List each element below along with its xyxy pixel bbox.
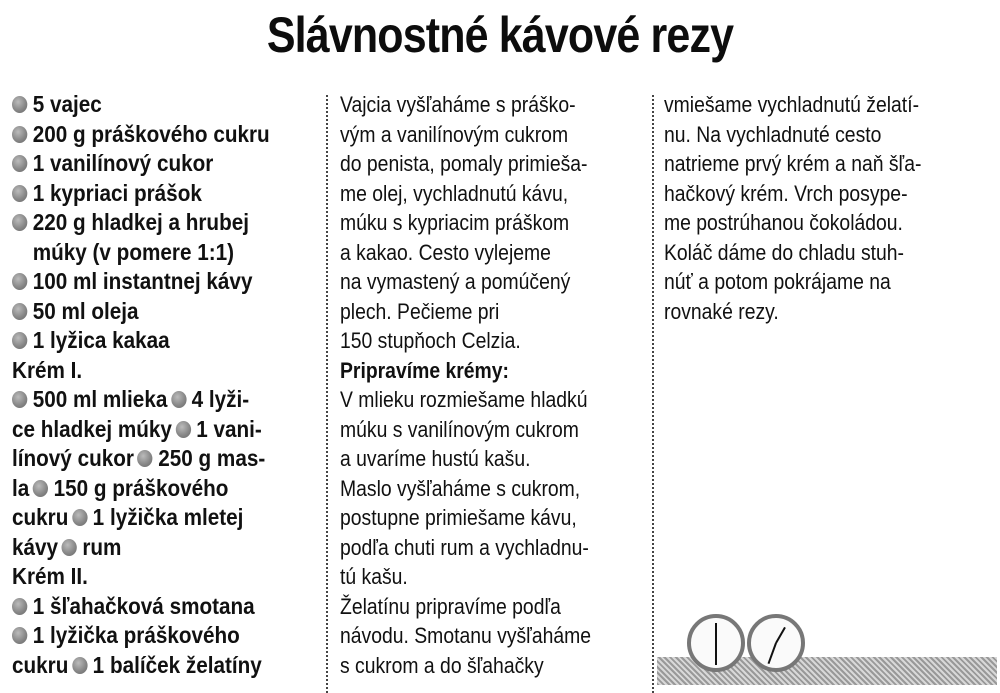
text-line: Maslo vyšľaháme s cukrom, — [340, 475, 581, 501]
text-line: rovnaké rezy. — [664, 298, 779, 324]
text-line: plech. Pečieme pri — [340, 298, 500, 324]
text-line: natrieme prvý krém a naň šľa- — [664, 151, 922, 176]
ingredient-text: la — [12, 474, 30, 501]
text-line: múku s kypriacim práškom — [340, 210, 570, 235]
ingredient-text: cukru — [12, 651, 69, 678]
ingredient-item — [12, 120, 318, 150]
ingredient-text: 100 ml instantnej kávy — [32, 268, 253, 294]
bullet-icon — [12, 598, 27, 615]
ingredient-text: 220 g hladkej a hrubej — [32, 209, 249, 235]
ingredient-text: rum — [82, 533, 122, 560]
text-line: a uvaríme hustú kašu. — [340, 446, 531, 471]
text-line: me postrúhanou čokoládou. — [664, 210, 903, 235]
ingredient-text: 1 lyžička mletej — [92, 504, 244, 530]
text-line: podľa chuti rum a vychladnu- — [340, 534, 589, 560]
text-line: múku s vanilínovým cukrom — [340, 416, 579, 442]
ingredient-text: 1 balíček želatíny — [92, 651, 262, 678]
ingredient-item — [12, 444, 318, 474]
text-line: vým a vanilínovým cukrom — [340, 121, 569, 147]
ingredient-item — [12, 533, 318, 563]
text-line: do penista, pomaly primieša- — [340, 151, 588, 176]
ingredient-text: 200 g práškového cukru — [32, 120, 270, 147]
text-line: núť a potom pokrájame na — [664, 269, 891, 294]
text-line: vmiešame vychladnutú želatí- — [664, 92, 920, 117]
ingredient-item — [12, 415, 318, 445]
ingredient-text: línový cukor — [12, 445, 134, 471]
bullet-icon — [12, 391, 27, 408]
text-line: na vymastený a pomúčený — [340, 269, 571, 294]
ingredient-item — [12, 179, 318, 209]
ingredients-column — [12, 90, 317, 680]
ingredient-text: 4 lyži- — [191, 386, 250, 412]
ingredient-item — [12, 651, 318, 681]
ingredient-item — [12, 503, 318, 533]
ingredient-item — [12, 90, 318, 120]
ingredient-item — [12, 385, 318, 415]
column-divider — [652, 95, 654, 693]
text-line: tú kašu. — [340, 564, 408, 589]
text-line: a kakao. Cesto vylejeme — [340, 239, 551, 265]
ingredient-text: cukru — [12, 504, 69, 530]
ingredient-text: 500 ml mlieka — [32, 386, 168, 412]
text-line: 150 stupňoch Celzia. — [340, 328, 521, 353]
text-line: me olej, vychladnutú kávu, — [340, 180, 569, 206]
bullet-icon — [12, 155, 27, 172]
ingredient-text: 150 g práškového — [53, 474, 229, 501]
ingredient-item — [12, 592, 318, 622]
ingredient-item — [12, 208, 318, 238]
clock-icon — [687, 614, 745, 672]
bullet-icon — [12, 126, 27, 143]
bullet-icon — [12, 185, 27, 202]
ingredient-item — [12, 238, 318, 268]
ingredient-text: ce hladkej múky — [12, 415, 172, 442]
text-line: hačkový krém. Vrch posype- — [664, 180, 908, 206]
text-line: s cukrom a do šľahačky — [340, 652, 544, 678]
text-line: Želatínu pripravíme podľa — [340, 593, 561, 619]
ingredient-text: 1 šľahačková smotana — [32, 592, 255, 619]
instructions-column-1 — [340, 90, 640, 680]
section-heading: Pripravíme krémy: — [340, 357, 509, 383]
ingredient-text: 250 g mas- — [158, 445, 266, 471]
bullet-icon — [12, 96, 27, 113]
column-divider — [326, 95, 328, 693]
ingredient-item — [12, 474, 318, 504]
ingredient-text: kávy — [12, 533, 59, 560]
ingredient-text: 50 ml oleja — [32, 297, 139, 324]
ingredient-item — [12, 326, 318, 356]
recipe-title: Slávnostné kávové rezy — [266, 7, 734, 63]
ingredient-text: múky (v pomere 1:1) — [32, 238, 235, 265]
bullet-icon — [72, 657, 87, 674]
ingredient-text: 1 lyžica kakaa — [32, 327, 170, 353]
clock-icon — [747, 614, 805, 672]
ingredient-text: 5 vajec — [32, 91, 102, 117]
bullet-icon — [72, 509, 87, 526]
bullet-icon — [12, 303, 27, 320]
instructions-text — [340, 90, 644, 680]
bullet-icon — [12, 627, 27, 644]
instructions-text-continued — [664, 90, 998, 326]
instructions-column-2 — [664, 90, 994, 326]
bullet-icon — [176, 421, 191, 438]
ingredient-item — [12, 621, 318, 651]
text-line: Koláč dáme do chladu stuh- — [664, 239, 905, 265]
bullet-icon — [138, 450, 153, 467]
text-line: nu. Na vychladnuté cesto — [664, 121, 882, 147]
ingredient-item — [12, 297, 318, 327]
bullet-icon — [12, 273, 27, 290]
text-line: Vajcia vyšľaháme s práško- — [340, 92, 576, 117]
bullet-icon — [12, 332, 27, 349]
ingredients-list — [12, 90, 318, 680]
bullet-icon — [62, 539, 77, 556]
bullet-icon — [171, 391, 186, 408]
ingredient-text: 1 vanilínový cukor — [32, 150, 214, 176]
ingredient-text: 1 lyžička práškového — [32, 622, 240, 648]
bullet-icon — [33, 480, 48, 497]
section-heading-krem-1: Krém I. — [12, 356, 83, 383]
ingredient-text: 1 kypriaci prášok — [32, 179, 202, 206]
ingredient-item — [12, 149, 318, 179]
text-line: postupne primiešame kávu, — [340, 505, 577, 530]
section-heading-krem-2: Krém II. — [12, 563, 88, 589]
time-indicator — [657, 612, 997, 682]
ingredient-item — [12, 267, 318, 297]
ingredient-text: 1 vani- — [196, 415, 262, 442]
text-line: návodu. Smotanu vyšľaháme — [340, 623, 592, 648]
bullet-icon — [12, 214, 27, 231]
text-line: V mlieku rozmiešame hladkú — [340, 387, 588, 412]
